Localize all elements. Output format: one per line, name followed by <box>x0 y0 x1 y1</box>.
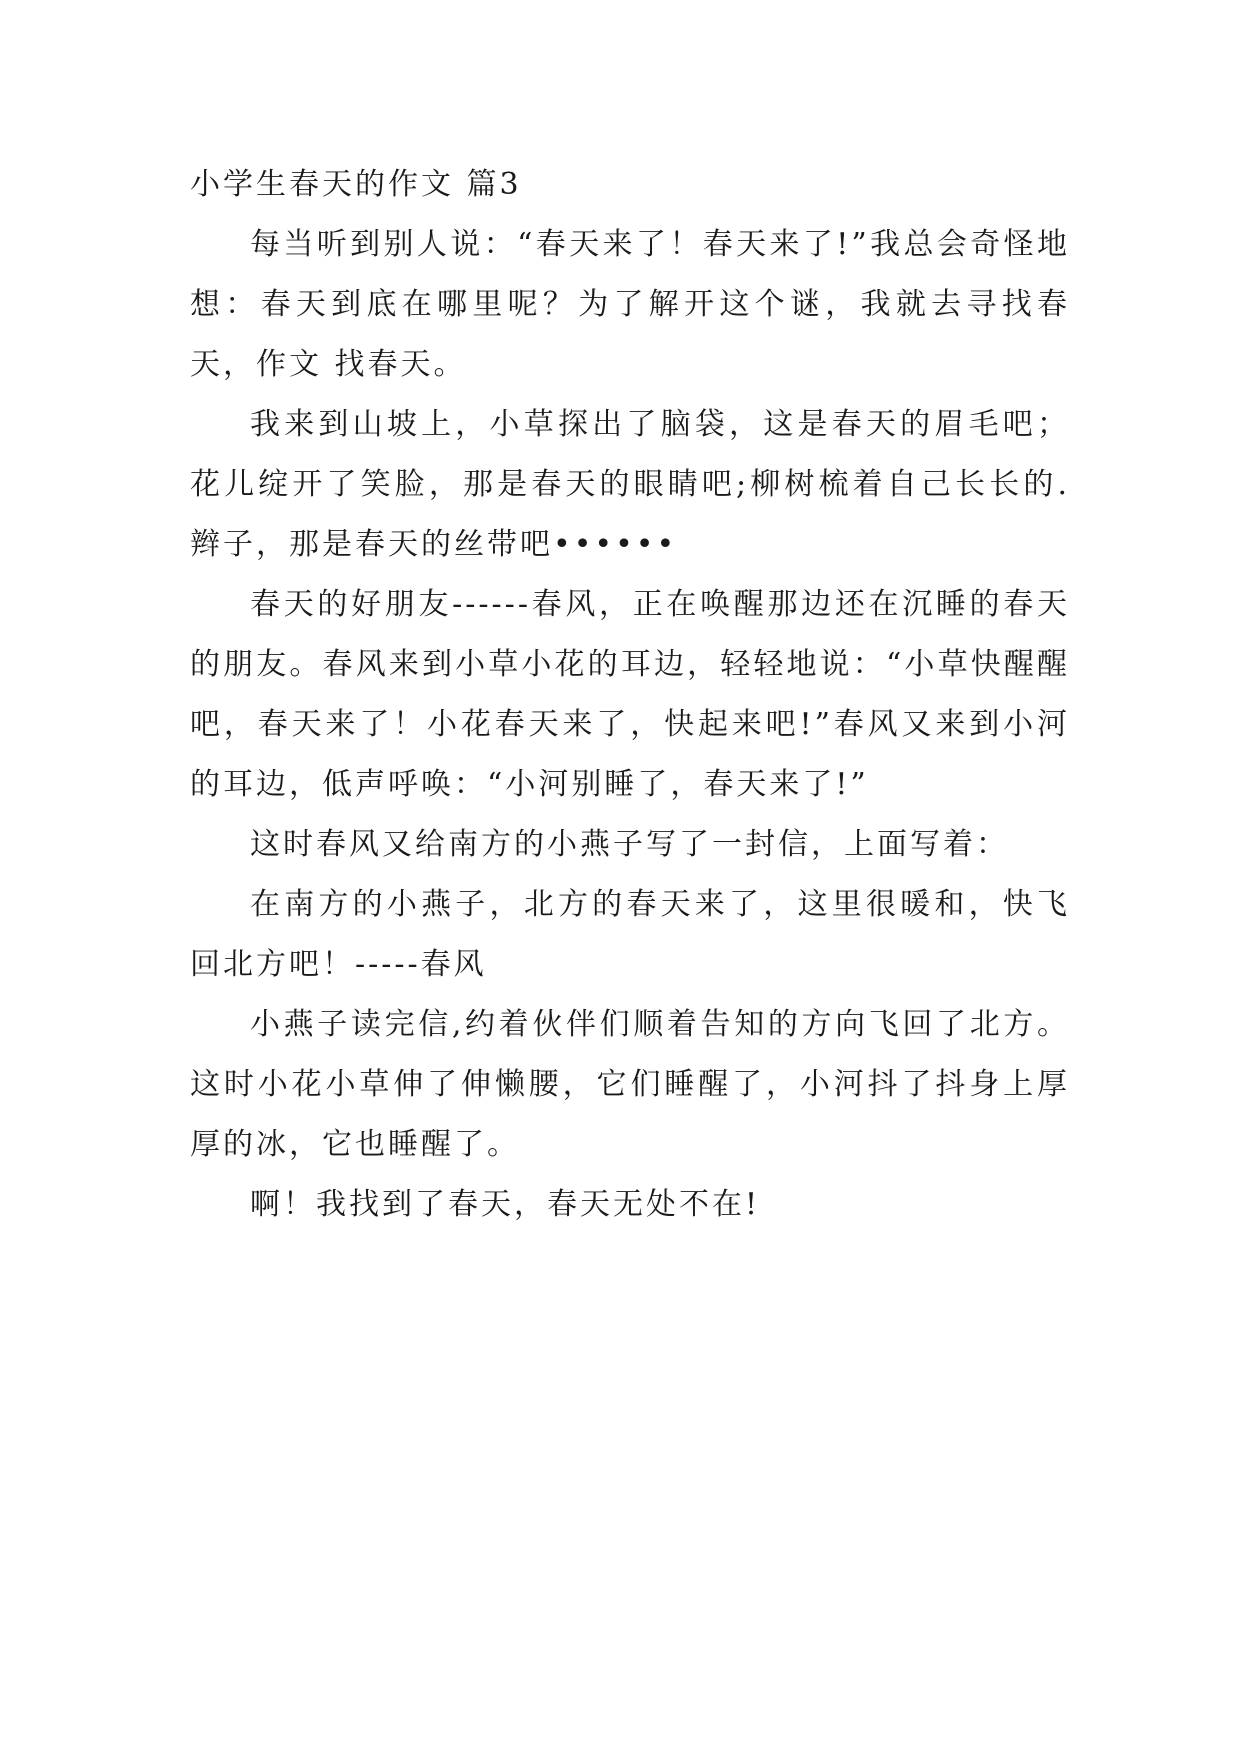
paragraph-2: 我来到山坡上，小草探出了脑袋，这是春天的眉毛吧；花儿绽开了笑脸，那是春天的眼睛吧;柳树梳着自己长长的.辫子，那是春天的丝带吧•••••• <box>190 407 1070 562</box>
paragraph-3: 春天的好朋友------春风，正在唤醒那边还在沉睡的春天的朋友。春风来到小草小花的耳边，轻轻地说：“小草快醒醒吧，春天来了！小花春天来了，快起来吧!”春风又来到小河的耳边，低声呼唤：“小河别睡了，春天来了!” <box>190 587 1070 802</box>
paragraph-4: 这时春风又给南方的小燕子写了一封信，上面写着： <box>250 827 1009 862</box>
document-title: 小学生春天的作文 篇3 <box>190 167 522 202</box>
document-body <box>190 165 1070 1235</box>
paragraph-7: 啊！我找到了春天，春天无处不在! <box>250 1187 761 1222</box>
paragraph-6: 小燕子读完信,约着伙伴们顺着告知的方向飞回了北方。这时小花小草伸了伸懒腰，它们睡醒了，小河抖了抖身上厚厚的冰，它也睡醒了。 <box>190 1007 1070 1162</box>
paragraph-5: 在南方的小燕子，北方的春天来了，这里很暖和，快飞回北方吧！-----春风 <box>190 887 1070 982</box>
paragraph-1: 每当听到别人说：“春天来了！春天来了!”我总会奇怪地想：春天到底在哪里呢？为了解开这个谜，我就去寻找春天，作文 找春天。 <box>190 227 1070 382</box>
